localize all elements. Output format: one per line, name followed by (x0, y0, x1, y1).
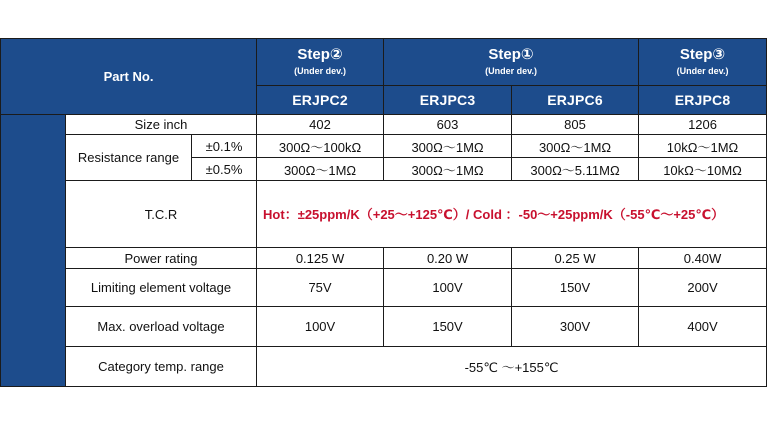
category-temp-value: -55℃ ～+155℃ (257, 347, 767, 387)
resistance-value: 300Ω～1MΩ (384, 135, 512, 158)
part-no-label: Part No. (103, 69, 154, 84)
overload-voltage-value: 100V (257, 307, 384, 347)
resistance-value: 300Ω～1MΩ (512, 135, 639, 158)
side-accent-bar (1, 115, 66, 387)
limiting-voltage-value: 100V (384, 269, 512, 307)
resistance-value: 300Ω～1MΩ (384, 158, 512, 181)
tcr-value-cell (257, 181, 767, 248)
power-row (1, 248, 767, 269)
step3-status: (Under dev.) (676, 66, 729, 76)
limiting-voltage-value: 150V (512, 269, 639, 307)
tcr-label: T.C.R (66, 181, 257, 248)
resistance-value: 10kΩ～1MΩ (639, 135, 767, 158)
step2-header (257, 39, 384, 86)
tcr-note: Hot：±25ppm/K（+25～+125℃）/ Cold ：-50～+25ppm/K（-55℃～+25℃） (263, 206, 725, 222)
size-value: 603 (384, 115, 512, 135)
power-value: 0.125 W (257, 248, 384, 269)
step2-label: Step② (297, 46, 343, 63)
tolerance-label: ±0.5% (192, 158, 257, 181)
power-value: 0.20 W (384, 248, 512, 269)
overload-voltage-value: 150V (384, 307, 512, 347)
resistance-row-tol1 (1, 135, 767, 158)
resistance-value: 10kΩ～10MΩ (639, 158, 767, 181)
power-rating-label: Power rating (66, 248, 257, 269)
step3-label: Step③ (679, 46, 726, 63)
category-temp-label: Category temp. range (66, 347, 257, 387)
power-value: 0.40W (639, 248, 767, 269)
overload-voltage-row (1, 307, 767, 347)
spec-table (0, 38, 767, 387)
limiting-voltage-value: 200V (639, 269, 767, 307)
size-value: 805 (512, 115, 639, 135)
tolerance-label: ±0.1% (192, 135, 257, 158)
resistance-range-label: Resistance range (66, 135, 192, 181)
step1-label: Step① (488, 46, 534, 63)
resistance-value: 300Ω～1MΩ (257, 158, 384, 181)
step1-status: (Under dev.) (485, 66, 537, 76)
overload-voltage-value: 400V (639, 307, 767, 347)
step3-header (639, 39, 767, 86)
limiting-voltage-value: 75V (257, 269, 384, 307)
category-temp-row (1, 347, 767, 387)
spec-table-container (0, 38, 766, 391)
tcr-row (1, 181, 767, 248)
size-value: 1206 (639, 115, 767, 135)
model-header: ERJPC2 (257, 86, 384, 115)
resistance-value: 300Ω～5.11MΩ (512, 158, 639, 181)
model-header: ERJPC3 (384, 86, 512, 115)
size-value: 402 (257, 115, 384, 135)
part-no-header (1, 39, 257, 115)
step1-header (384, 39, 639, 86)
step2-status: (Under dev.) (294, 66, 346, 76)
limiting-voltage-row (1, 269, 767, 307)
model-header: ERJPC8 (639, 86, 767, 115)
overload-voltage-value: 300V (512, 307, 639, 347)
resistance-value: 300Ω～100kΩ (257, 135, 384, 158)
overload-voltage-label: Max. overload voltage (66, 307, 257, 347)
limiting-voltage-label: Limiting element voltage (66, 269, 257, 307)
size-row (1, 115, 767, 135)
model-header: ERJPC6 (512, 86, 639, 115)
size-label: Size inch (66, 115, 257, 135)
power-value: 0.25 W (512, 248, 639, 269)
header-row-steps (1, 39, 767, 86)
